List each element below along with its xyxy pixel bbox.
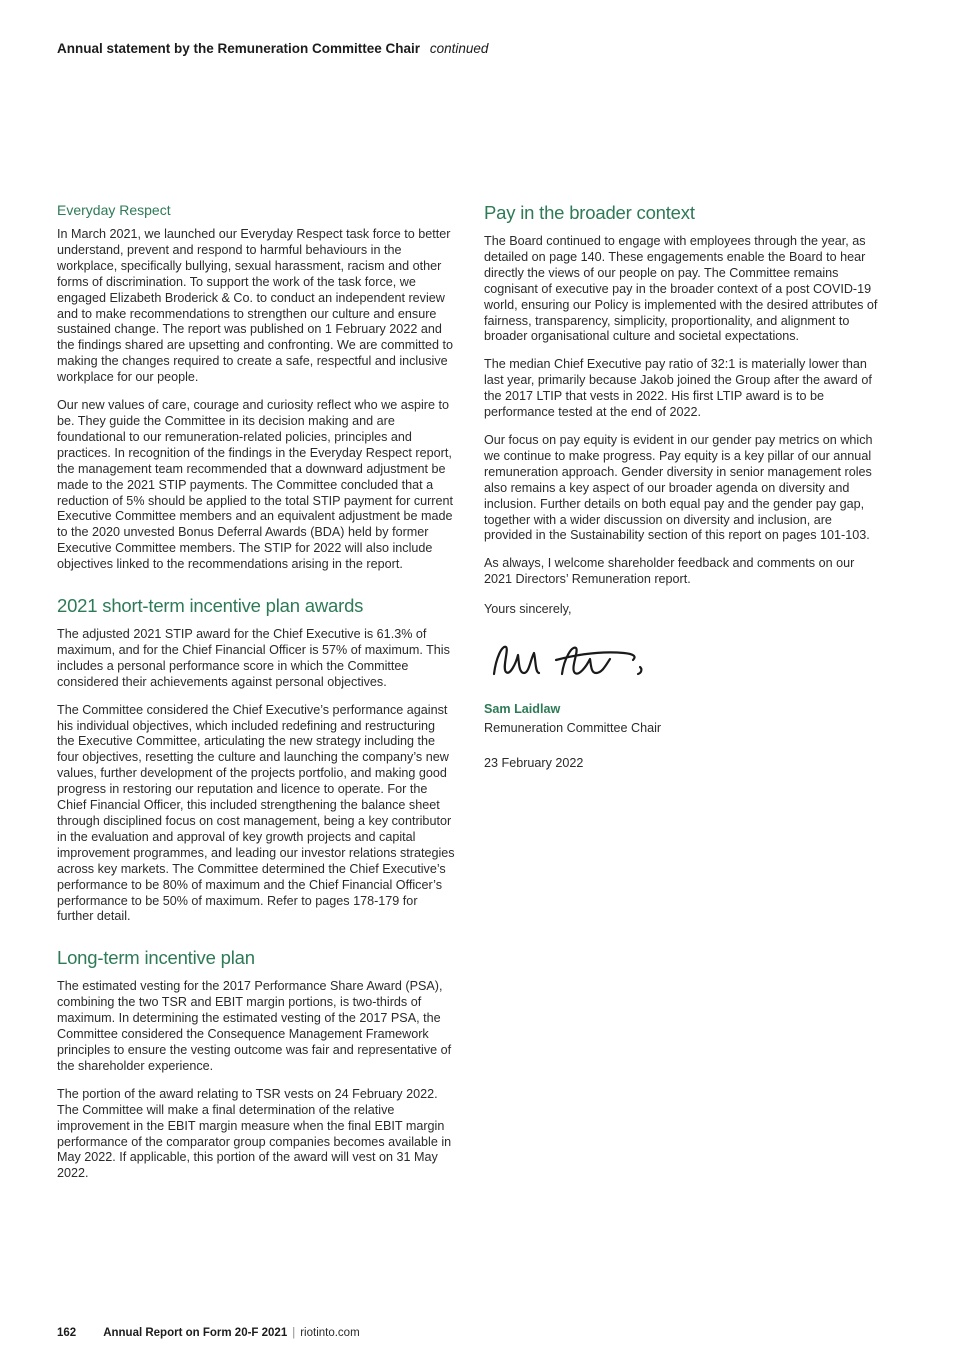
section-heading-stip-awards: 2021 short-term incentive plan awards (57, 595, 364, 617)
handwritten-signature-icon (484, 634, 654, 690)
signatory-name: Sam Laidlaw (484, 702, 561, 717)
signature-image (484, 634, 882, 692)
signature-date: 23 February 2022 (484, 755, 584, 770)
paragraph-stip-1: The adjusted 2021 STIP award for the Chief Executive is 61.3% of maximum, and for the Chief Financial Officer is 57% of maximum. This includes a personal performance score in which the Committee considered their achievements against personal objectives. (57, 627, 450, 689)
signatory-role: Remuneration Committee Chair (484, 720, 662, 735)
section-heading-ltip: Long-term incentive plan (57, 947, 255, 969)
paragraph-stip-2: The Committee considered the Chief Executive’s performance against his individual objectives, which included redefining and restructuring the Executive Committee, articulating the new strategy including the four objectives, resetting the culture and launching the company’s new values, further development of the projects portfolio, and making good progress in restoring our reputation and licence to operate. For the Chief Financial Officer, this included strengthening the balance sheet through disciplined focus on cost management, being a key contributor in the evaluation and approval of key growth projects and capital improvement programmes, and leading our investor relations strategies across key markets. The Committee determined the Chief Executive’s performance to be 80% of maximum and the Chief Financial Officer’s performance to be 50% of maximum. Refer to pages 178-179 for further detail. (57, 702, 455, 924)
page-number: 162 (57, 1327, 77, 1339)
paragraph-ltip-1: The estimated vesting for the 2017 Performance Share Award (PSA), combining the two TSR and EBIT margin portions, is two-thirds of maximum. In determining the estimated vesting of the 2017 PSA, the Committee considered the Consequence Management Framework principles to ensure the vesting outcome was fair and representative of the shareholder experience. (57, 979, 452, 1073)
page-header (57, 41, 488, 56)
header-continued-label: continued (429, 41, 489, 56)
footer-separator: | (292, 1327, 296, 1339)
paragraph-everyday-respect-2: Our new values of care, courage and curiosity reflect who we aspire to be. They guide the Committee in its decision making and are foundational to our remuneration-related policies, principles and practices. In recognition of the findings in the Everyday Respect report, the management team recommended that a downward adjustment be made to the 2021 STIP payments. The Committee concluded that a reduction of 5% should be applied to the total STIP payment for current Executive Committee members and an equivalent adjustment be made to the 2020 unvested Bonus Deferral Awards (BDA) held by former Executive Committee members. The STIP for 2022 will also include objectives linked to the recommendations arising in the report. (57, 398, 454, 572)
left-column (57, 202, 455, 1194)
right-column (484, 202, 882, 1194)
content-columns (57, 202, 882, 1194)
header-title: Annual statement by the Remuneration Committee Chair (57, 41, 421, 56)
footer-site-url: riotinto.com (300, 1327, 360, 1339)
section-heading-pay-broader-context: Pay in the broader context (484, 202, 695, 223)
paragraph-ltip-2: The portion of the award relating to TSR vests on 24 February 2022. The Committee will make a final determination of the relative improvement in the EBIT margin measure when the final EBIT margin performance of the comparator group companies becomes available in May 2022. If applicable, this portion of the award will vest on 31 May 2022. (57, 1086, 452, 1181)
paragraph-pay-context-3: Our focus on pay equity is evident in our gender pay metrics on which we continue to make progress. Pay equity is a key pillar of our annual remuneration approach. Gender diversity in senior management roles also remains a key aspect of our broader agenda on diversity and inclusion. Further details on both equal pay and the gender pay gap, together with a wider discussion on diversity and inclusion, are provided in the Sustainability section of this report on pages 101-103. (484, 432, 873, 543)
paragraph-everyday-respect-1: In March 2021, we launched our Everyday Respect task force to better understand, prevent and respond to harmful behaviours in the workplace, specifically bullying, sexual harassment, racism and other forms of discrimination. To support the work of the task force, we engaged Elizabeth Broderick & Co. to conduct an independent review and to make recommendations to strengthen our culture and ensure sustained change. The report was published on 1 February 2022 and the findings shared are upsetting and confronting. We are committed to making the changes required to create a safe, respectful and inclusive workplace for our people. (57, 227, 454, 385)
closing-salutation: Yours sincerely, (484, 602, 572, 617)
paragraph-pay-context-1: The Board continued to engage with employees through the year, as detailed on page 140. These engagements enable the Board to hear directly the views of our people on pay. The Committee remains cognisant of executive pay in the broader context of a post COVID-19 world, ensuring our Policy is implemented with the desired attributes of fairness, transparency, simplicity, proportionality, and alignment to broader organisational culture and societal expectations. (484, 234, 878, 344)
paragraph-pay-context-2: The median Chief Executive pay ratio of 32:1 is materially lower than last year, primarily because Jakob joined the Group after the award of the 2017 LTIP that vests in 2022. His first LTIP award is to be performance tested at the end of 2022. (484, 357, 872, 420)
paragraph-pay-context-4: As always, I welcome shareholder feedback and comments on our 2021 Directors’ Remuneration report. (484, 556, 855, 587)
page-footer (57, 1327, 360, 1339)
footer-report-title: Annual Report on Form 20-F 2021 (103, 1327, 288, 1339)
section-heading-everyday-respect: Everyday Respect (57, 202, 171, 218)
